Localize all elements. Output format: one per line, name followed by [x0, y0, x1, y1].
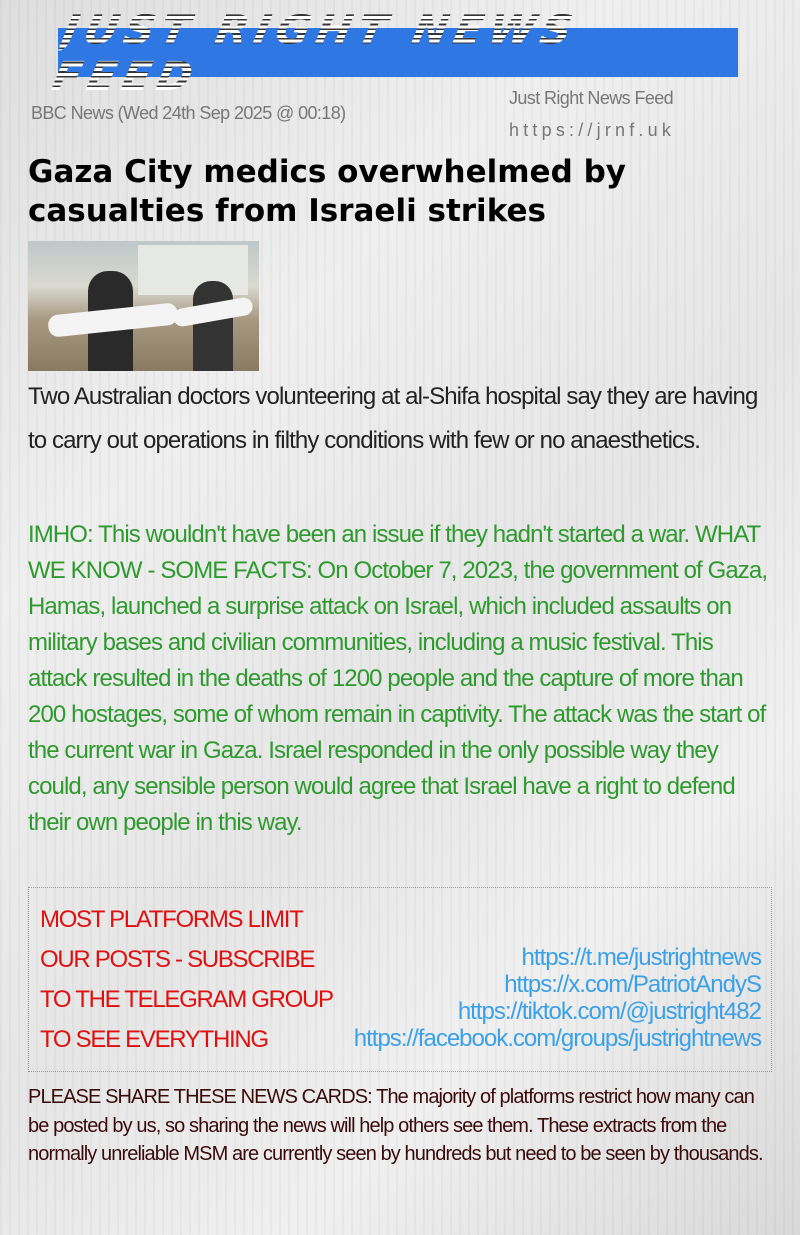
- source-line: BBC News (Wed 24th Sep 2025 @ 00:18): [31, 103, 346, 123]
- promo-line: TO THE TELEGRAM GROUP: [40, 986, 333, 1013]
- brand-name: Just Right News Feed: [509, 88, 674, 108]
- subscribe-box: [28, 887, 772, 1072]
- x-link[interactable]: https://x.com/PatriotAndyS: [504, 971, 761, 998]
- share-notice: PLEASE SHARE THESE NEWS CARDS: The majority of platforms restrict how many can be posted by us, so sharing the news will help others see them. These extracts from the normally unreliable MSM are currently seen by hundreds but need to be seen by thousands.: [28, 1086, 763, 1165]
- telegram-link[interactable]: https://t.me/justrightnews: [521, 944, 761, 971]
- headline: Gaza City medics overwhelmed by casualties from Israeli strikes: [28, 154, 626, 229]
- article-photo: [28, 241, 259, 371]
- social-links: [354, 944, 761, 1052]
- article-summary: Two Australian doctors volunteering at al-Shifa hospital say they are having to carry out operations in filthy conditions with few or no anaesthetics.: [28, 383, 758, 454]
- facebook-link[interactable]: https://facebook.com/groups/justrightnews: [353, 1025, 761, 1052]
- banner-title: JUST RIGHT NEWS FEED: [48, 6, 748, 99]
- promo-text: [40, 900, 333, 1060]
- opinion-text: IMHO: This wouldn't have been an issue if they hadn't started a war. WHAT WE KNOW - SOME FACTS: On October 7, 2023, the government of Gaza, Hamas, launched a surprise attack on Israel, which included assaults on military bases and civilian communities, including a music festival. This attack resulted in the deaths of 1200 people and the capture of more than 200 hostages, some of whom remain in captivity. The attack was the start of the current war in Gaza. Israel responded in the only possible way they could, any sensible person would agree that Israel have a right to defend their own people in this way.: [28, 521, 768, 836]
- site-banner: [48, 5, 738, 100]
- promo-line: TO SEE EVERYTHING: [40, 1026, 268, 1053]
- promo-line: OUR POSTS - SUBSCRIBE: [40, 946, 315, 973]
- site-url[interactable]: https://jrnf.uk: [509, 120, 676, 140]
- tiktok-link[interactable]: https://tiktok.com/@justright482: [457, 998, 761, 1025]
- promo-line: MOST PLATFORMS LIMIT: [40, 906, 303, 933]
